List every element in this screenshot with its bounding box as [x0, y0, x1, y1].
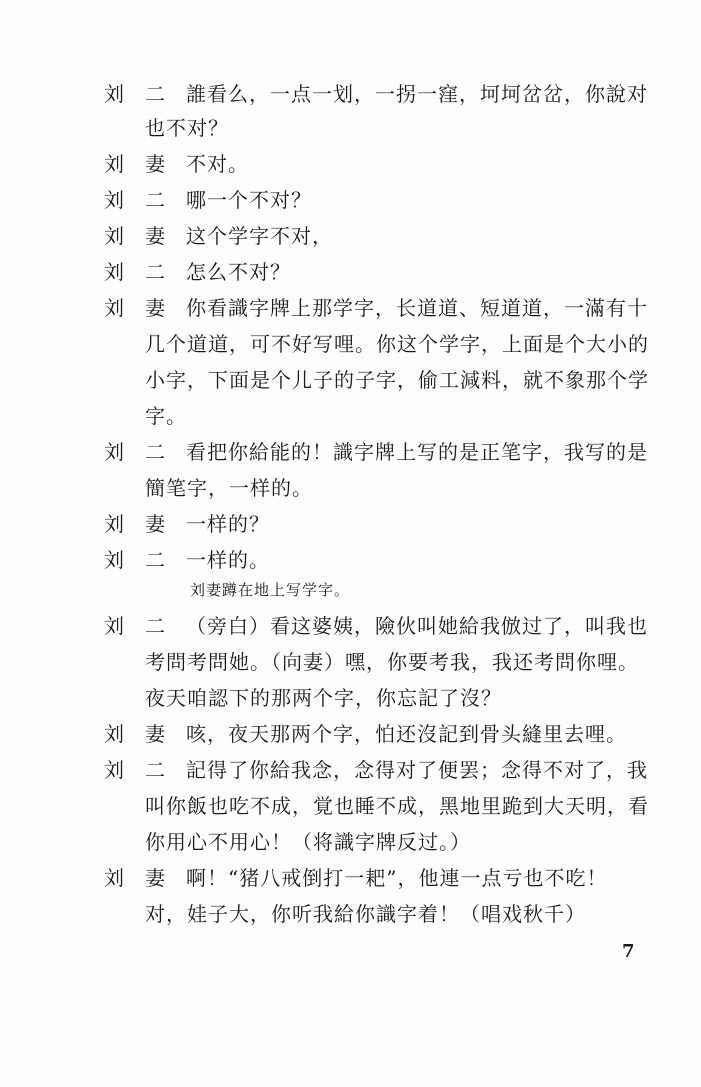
dialogue-text: 怎么不对？ — [186, 260, 291, 284]
dialogue-text: 誰看么，一点一划，一拐一窪，坷坷岔岔，你說对 — [186, 82, 648, 106]
dialogue-text: 不对。 — [186, 152, 249, 176]
dialogue-text: 你看識字牌上那学字，长道道、短道道，一滿有十 — [186, 296, 648, 320]
speaker-role: 二 — [145, 614, 166, 638]
speaker-role: 妻 — [145, 512, 166, 536]
speaker-surname: 刘 — [104, 866, 125, 890]
dialogue-text: 看把你給能的！識字牌上写的是正笔字，我写的是 — [186, 440, 648, 464]
dialogue-text: 記得了你給我念，念得对了便罢；念得不对了，我 — [186, 758, 648, 782]
dialogue-text: 这个学字不对， — [186, 224, 333, 248]
page-number: 7 — [622, 941, 635, 962]
speaker-surname: 刘 — [104, 82, 125, 106]
speaker-role: 二 — [145, 548, 166, 572]
speaker-role: 二 — [145, 758, 166, 782]
dialogue-continuation: 几个道道，可不好写哩。你这个学字，上面是个大小的 — [145, 332, 649, 356]
speaker-role: 二 — [145, 188, 166, 212]
speaker-role: 妻 — [145, 722, 166, 746]
dialogue-continuation: 考問考問她。（向妻）嘿，你要考我，我还考問你哩。 — [145, 650, 639, 674]
speaker-surname: 刘 — [104, 548, 125, 572]
speaker-surname: 刘 — [104, 758, 125, 782]
dialogue-continuation: 小字，下面是个儿子的子字，偷工減料，就不象那个学 — [145, 368, 649, 392]
speaker-surname: 刘 — [104, 614, 125, 638]
speaker-role: 妻 — [145, 224, 166, 248]
speaker-surname: 刘 — [104, 512, 125, 536]
speaker-surname: 刘 — [104, 722, 125, 746]
speaker-surname: 刘 — [104, 260, 125, 284]
dialogue-continuation: 簡笔字，一样的。 — [145, 476, 313, 500]
dialogue-continuation: 也不对？ — [145, 116, 229, 140]
dialogue-text: （旁白）看这婆姨，險伙叫她給我倣过了，叫我也 — [186, 614, 648, 638]
speaker-surname: 刘 — [104, 152, 125, 176]
dialogue-text: 一样的。 — [186, 548, 270, 572]
dialogue-text: 啊！“猪八戒倒打一耙”，他連一点亏也不吃！ — [186, 866, 608, 890]
speaker-surname: 刘 — [104, 188, 125, 212]
speaker-surname: 刘 — [104, 224, 125, 248]
speaker-role: 二 — [145, 440, 166, 464]
speaker-surname: 刘 — [104, 440, 125, 464]
dialogue-continuation: 你用心不用心！（将識字牌反过。） — [145, 830, 471, 854]
dialogue-text: 一样的？ — [186, 512, 270, 536]
dialogue-continuation: 夜天咱認下的那两个字，你忘記了沒？ — [145, 686, 502, 710]
speaker-role: 妻 — [145, 152, 166, 176]
stage-direction: 刘妻蹲在地上写学字。 — [190, 581, 351, 599]
dialogue-continuation: 字。 — [145, 404, 187, 428]
speaker-role: 二 — [145, 260, 166, 284]
dialogue-continuation: 对，娃子大，你听我給你識字着！（唱戏秋千） — [145, 902, 586, 926]
speaker-role: 妻 — [145, 866, 166, 890]
speaker-role: 妻 — [145, 296, 166, 320]
dialogue-text: 哪一个不对？ — [186, 188, 312, 212]
dialogue-text: 咳，夜天那两个字，怕还沒記到骨头縫里去哩。 — [186, 722, 627, 746]
dialogue-continuation: 叫你飯也吃不成，覚也睡不成，黑地里跪到大天明，看 — [145, 794, 649, 818]
speaker-surname: 刘 — [104, 296, 125, 320]
speaker-role: 二 — [145, 82, 166, 106]
